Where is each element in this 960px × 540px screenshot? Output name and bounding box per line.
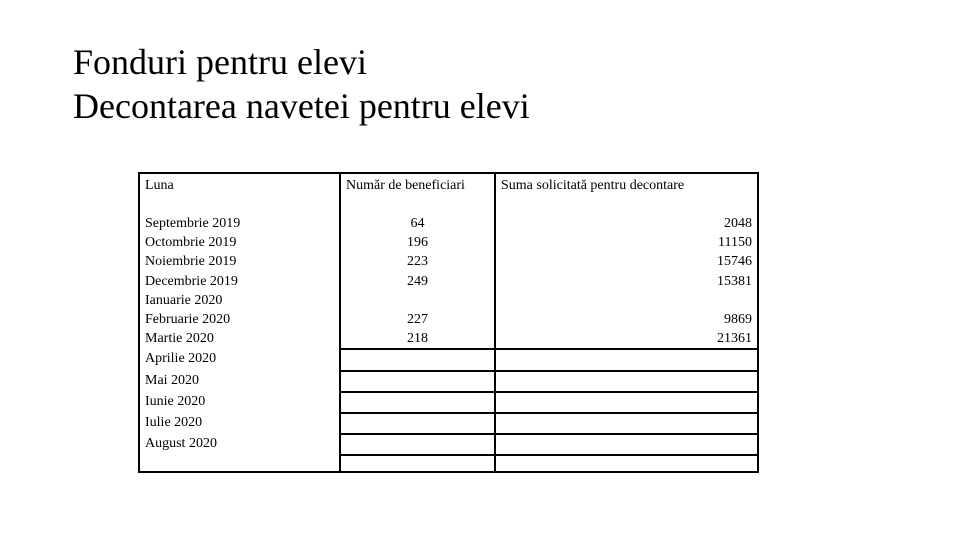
cell-amount (495, 349, 758, 370)
title-line-2: Decontarea navetei pentru elevi (73, 86, 530, 126)
header-beneficiaries: Număr de beneficiari (340, 173, 495, 214)
cell-month: Noiembrie 2019 (139, 252, 340, 271)
cell-beneficiaries: 223 (407, 254, 428, 270)
table-row (139, 413, 758, 434)
cell-beneficiaries: 196 (407, 235, 428, 251)
cell-amount: 11150 (495, 233, 758, 252)
cell-amount: 9869 (495, 310, 758, 329)
table-row (139, 329, 758, 349)
cell-month: Aprilie 2020 (139, 349, 340, 370)
cell-amount: 15381 (495, 272, 758, 291)
cell-amount (495, 371, 758, 392)
table-header-row (139, 173, 758, 214)
cell-month: Iunie 2020 (139, 392, 340, 413)
header-month: Luna (139, 173, 340, 214)
cell-month: Decembrie 2019 (139, 272, 340, 291)
cell-month: August 2020 (139, 434, 340, 455)
table-row (139, 214, 758, 233)
table-row (139, 291, 758, 310)
table-row (139, 371, 758, 392)
cell-month: Septembrie 2019 (139, 214, 340, 233)
cell-amount: 21361 (495, 329, 758, 349)
table-row (139, 252, 758, 271)
cell-amount (495, 291, 758, 310)
table-row (139, 310, 758, 329)
cell-amount (495, 413, 758, 434)
cell-month: Mai 2020 (139, 371, 340, 392)
table-row (139, 349, 758, 370)
table-row (139, 233, 758, 252)
page-title (73, 40, 530, 128)
cell-month: Ianuarie 2020 (139, 291, 340, 310)
cell-month: Iulie 2020 (139, 413, 340, 434)
cell-empty (340, 455, 495, 472)
cell-amount (495, 434, 758, 455)
header-amount: Suma solicitată pentru decontare (495, 173, 758, 214)
commute-reimbursement-table (138, 172, 759, 473)
cell-month: Martie 2020 (139, 329, 340, 349)
title-line-1: Fonduri pentru elevi (73, 42, 367, 82)
cell-amount (495, 392, 758, 413)
cell-month: Februarie 2020 (139, 310, 340, 329)
table-row (139, 272, 758, 291)
cell-beneficiaries: 64 (410, 216, 425, 231)
cell-month: Octombrie 2019 (139, 233, 340, 252)
cell-beneficiaries: 227 (407, 311, 428, 327)
table-row (139, 434, 758, 455)
cell-beneficiaries: 218 (407, 331, 428, 347)
cell-amount: 2048 (495, 214, 758, 233)
cell-empty (139, 455, 340, 472)
cell-beneficiaries: 249 (407, 273, 428, 289)
table-row (139, 392, 758, 413)
table-row-empty (139, 455, 758, 472)
cell-amount: 15746 (495, 252, 758, 271)
cell-empty (495, 455, 758, 472)
